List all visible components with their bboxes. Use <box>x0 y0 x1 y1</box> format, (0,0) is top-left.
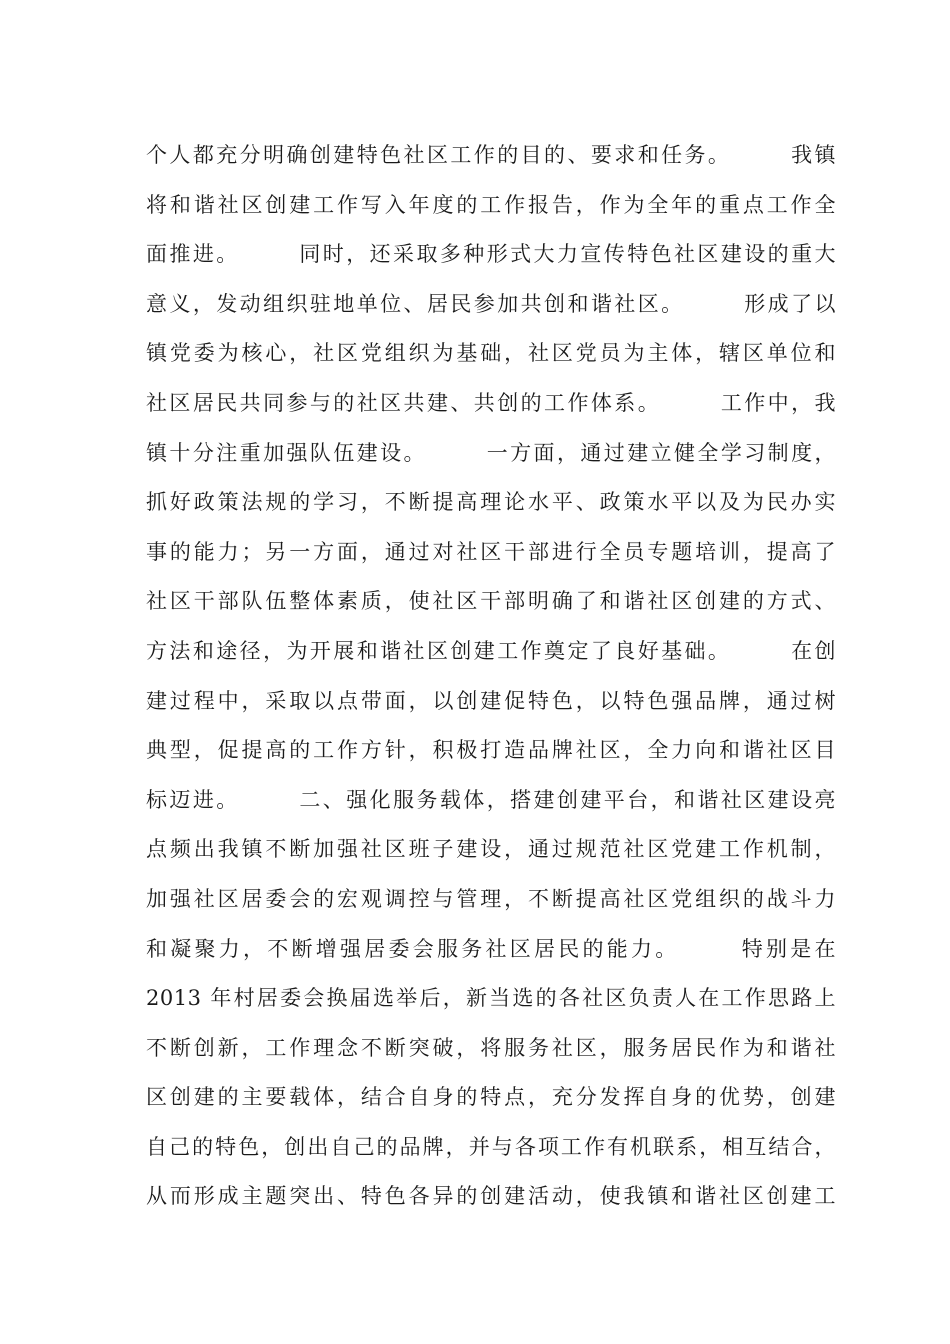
text-line: 和凝聚力，不断增强居委会服务社区居民的能力。 特别是在 <box>146 936 836 961</box>
text-line: 社区居民共同参与的社区共建、共创的工作体系。 工作中，我 <box>146 390 836 415</box>
text-line: 抓好政策法规的学习，不断提高理论水平、政策水平以及为民办实 <box>146 490 836 515</box>
text-line: 事的能力；另一方面，通过对社区干部进行全员专题培训，提高了 <box>146 539 836 564</box>
text-line: 2013 年村居委会换届选举后，新当选的各社区负责人在工作思路上 <box>146 986 836 1011</box>
text-line: 不断创新，工作理念不断突破，将服务社区，服务居民作为和谐社 <box>146 1035 836 1060</box>
text-line: 建过程中，采取以点带面，以创建促特色，以特色强品牌，通过树 <box>146 688 836 713</box>
text-line: 自己的特色，创出自己的品牌，并与各项工作有机联系，相互结合， <box>146 1134 836 1159</box>
text-line: 将和谐社区创建工作写入年度的工作报告，作为全年的重点工作全 <box>146 192 836 217</box>
text-line: 社区干部队伍整体素质，使社区干部明确了和谐社区创建的方式、 <box>146 589 836 614</box>
text-line: 意义，发动组织驻地单位、居民参加共创和谐社区。 形成了以 <box>146 291 836 316</box>
text-line: 从而形成主题突出、特色各异的创建活动，使我镇和谐社区创建工 <box>146 1184 836 1209</box>
text-line: 点频出我镇不断加强社区班子建设，通过规范社区党建工作机制， <box>146 837 836 862</box>
text-line: 典型，促提高的工作方针，积极打造品牌社区，全力向和谐社区目 <box>146 738 836 763</box>
text-line: 面推进。 同时，还采取多种形式大力宣传特色社区建设的重大 <box>146 242 836 267</box>
document-body <box>146 131 836 1222</box>
text-line: 区创建的主要载体，结合自身的特点，充分发挥自身的优势，创建 <box>146 1085 836 1110</box>
text-line: 个人都充分明确创建特色社区工作的目的、要求和任务。 我镇 <box>146 143 836 167</box>
text-line: 方法和途径，为开展和谐社区创建工作奠定了良好基础。 在创 <box>146 638 836 663</box>
text-line: 镇党委为核心，社区党组织为基础，社区党员为主体，辖区单位和 <box>146 341 836 366</box>
text-line: 加强社区居委会的宏观调控与管理，不断提高社区党组织的战斗力 <box>146 886 836 911</box>
text-line: 镇十分注重加强队伍建设。 一方面，通过建立健全学习制度， <box>146 440 836 465</box>
text-line: 标迈进。 二、强化服务载体，搭建创建平台，和谐社区建设亮 <box>146 787 836 812</box>
